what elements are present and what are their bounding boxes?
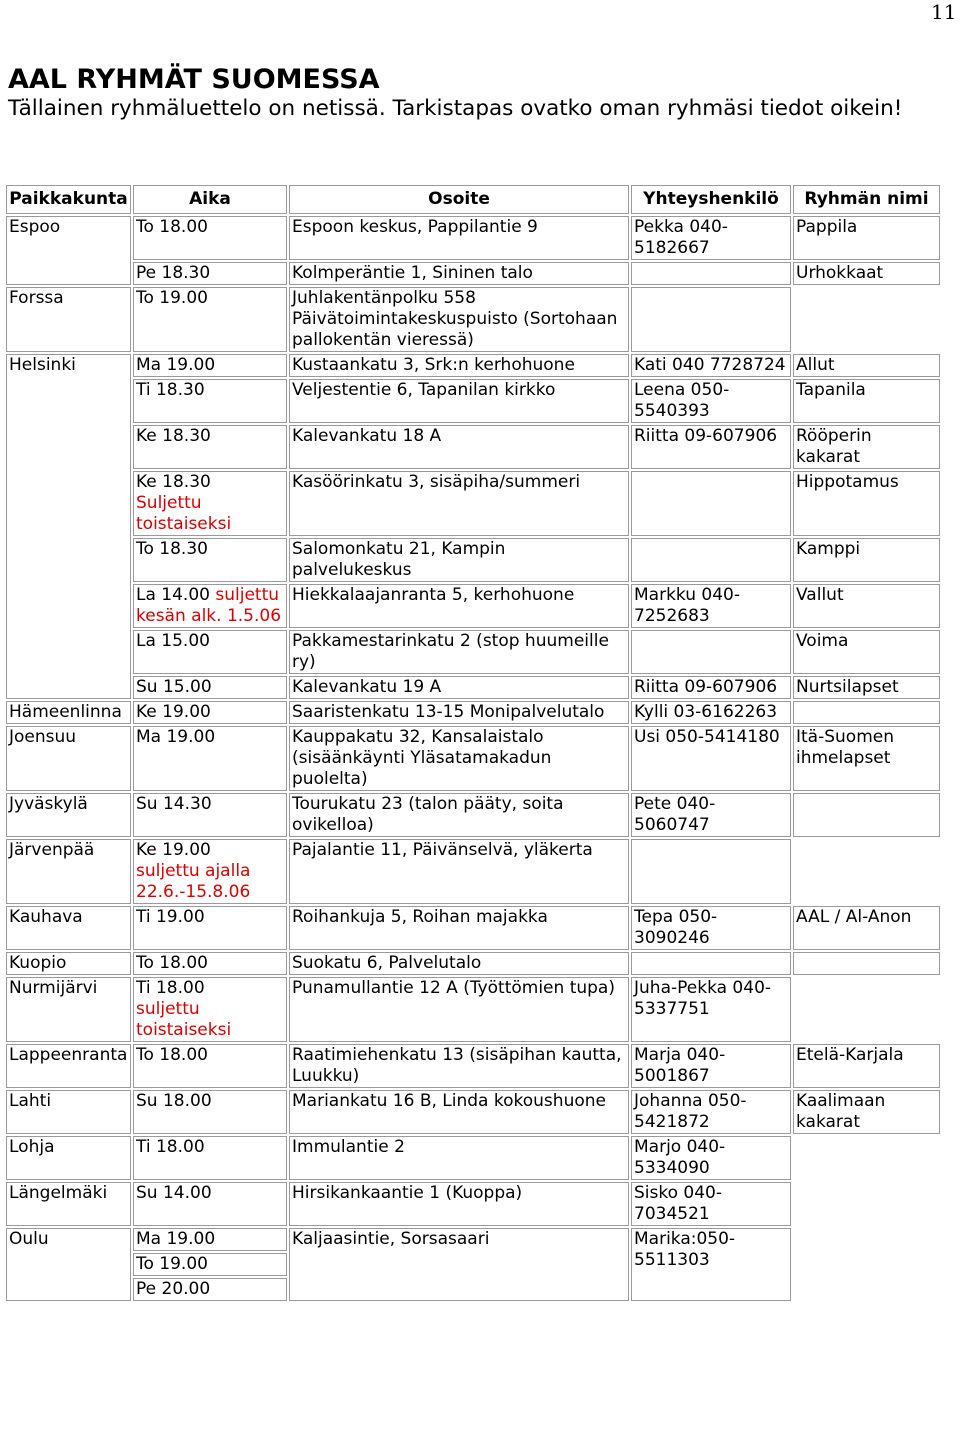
table-row (6, 1044, 940, 1088)
time-cell: Su 14.30 (133, 793, 287, 837)
table-row (6, 977, 940, 1042)
table-row (6, 379, 940, 423)
group-cell (793, 1182, 940, 1226)
time-cell: Ma 19.00 (133, 354, 287, 377)
time-cell: Ke 19.00 (133, 701, 287, 724)
header-contact: Yhteyshenkilö (631, 185, 791, 214)
address-cell: Kaljaasintie, Sorsasaari (289, 1228, 629, 1301)
city-cell: Lahti (6, 1090, 131, 1134)
group-cell (793, 701, 940, 724)
time-cell: Pe 18.30 (133, 262, 287, 285)
table-row (6, 425, 940, 469)
contact-cell (631, 952, 791, 975)
address-cell: Kustaankatu 3, Srk:n kerhohuone (289, 354, 629, 377)
city-cell: Kuopio (6, 952, 131, 975)
contact-cell: Riitta 09-607906 (631, 425, 791, 469)
address-cell: Kauppakatu 32, Kansalaistalo (sisäänkäynti Yläsatamakadun puolelta) (289, 726, 629, 791)
time-text: Ke 19.00 (136, 840, 211, 860)
time-text: Ti 18.00 (136, 978, 205, 998)
group-cell (793, 977, 940, 1042)
time-text: Ke 18.30 (136, 472, 211, 492)
time-cell: Ke 18.30 (133, 425, 287, 469)
table-row (6, 262, 940, 285)
time-cell (133, 839, 287, 904)
city-cell: Lohja (6, 1136, 131, 1180)
contact-cell: Marika:050-5511303 (631, 1228, 791, 1301)
contact-cell (631, 630, 791, 674)
closed-note: Suljettu toistaiseksi (136, 493, 232, 534)
address-cell: Roihankuja 5, Roihan majakka (289, 906, 629, 950)
header-city: Paikkakunta (6, 185, 131, 214)
closed-note: suljettu kesän alk. 1.5.06 (136, 585, 282, 626)
group-cell: Urhokkaat (793, 262, 940, 285)
contact-cell: Marja 040-5001867 (631, 1044, 791, 1088)
contact-cell: Johanna 050-5421872 (631, 1090, 791, 1134)
group-cell (793, 793, 940, 837)
address-cell: Pajalantie 11, Päivänselvä, yläkerta (289, 839, 629, 904)
group-cell: AAL / Al-Anon (793, 906, 940, 950)
address-cell: Saaristenkatu 13-15 Monipalvelutalo (289, 701, 629, 724)
address-cell: Suokatu 6, Palvelutalo (289, 952, 629, 975)
contact-cell: Usi 050-5414180 (631, 726, 791, 791)
address-cell: Tourukatu 23 (talon pääty, soita ovikelloa) (289, 793, 629, 837)
groups-table (4, 183, 942, 1303)
group-cell: Rööperin kakarat (793, 425, 940, 469)
address-cell: Kasöörinkatu 3, sisäpiha/summeri (289, 471, 629, 536)
city-cell: Forssa (6, 287, 131, 352)
closed-note: suljettu toistaiseksi (136, 999, 232, 1040)
group-cell: Nurtsilapset (793, 676, 940, 699)
city-cell: Hämeenlinna (6, 701, 131, 724)
contact-cell: Tepa 050-3090246 (631, 906, 791, 950)
contact-cell: Kylli 03-6162263 (631, 701, 791, 724)
address-cell: Hirsikankaantie 1 (Kuoppa) (289, 1182, 629, 1226)
group-cell: Pappila (793, 216, 940, 260)
contact-cell (631, 262, 791, 285)
time-cell (133, 471, 287, 536)
time-cell: To 18.00 (133, 216, 287, 260)
city-cell: Nurmijärvi (6, 977, 131, 1042)
group-cell: Etelä-Karjala (793, 1044, 940, 1088)
group-cell: Kamppi (793, 538, 940, 582)
address-cell: Juhlakentänpolku 558 Päivätoimintakeskuspuisto (Sortohaan pallokentän vieressä) (289, 287, 629, 352)
time-cell: Su 18.00 (133, 1090, 287, 1134)
address-cell: Salomonkatu 21, Kampin palvelukeskus (289, 538, 629, 582)
address-cell: Immulantie 2 (289, 1136, 629, 1180)
page-title: AAL RYHMÄT SUOMESSA (8, 64, 380, 95)
contact-cell: Marjo 040-5334090 (631, 1136, 791, 1180)
table-row (6, 701, 940, 724)
header-time: Aika (133, 185, 287, 214)
address-cell: Kolmperäntie 1, Sininen talo (289, 262, 629, 285)
address-cell: Kalevankatu 19 A (289, 676, 629, 699)
page-number: 11 (931, 0, 957, 24)
address-cell: Punamullantie 12 A (Työttömien tupa) (289, 977, 629, 1042)
contact-cell (631, 287, 791, 352)
time-cell (133, 584, 287, 628)
table-row (6, 1228, 940, 1251)
contact-cell: Leena 050-5540393 (631, 379, 791, 423)
time-cell: Pe 20.00 (133, 1278, 287, 1301)
contact-cell: Pete 040-5060747 (631, 793, 791, 837)
group-cell: Voima (793, 630, 940, 674)
header-group: Ryhmän nimi (793, 185, 940, 214)
group-cell (793, 1136, 940, 1180)
time-cell: Su 14.00 (133, 1182, 287, 1226)
time-cell: Ti 19.00 (133, 906, 287, 950)
table-row (6, 287, 940, 352)
address-cell: Kalevankatu 18 A (289, 425, 629, 469)
city-cell: Längelmäki (6, 1182, 131, 1226)
city-cell: Helsinki (6, 354, 131, 699)
group-cell (793, 952, 940, 975)
table-row (6, 676, 940, 699)
group-cell (793, 1228, 940, 1301)
contact-cell: Pekka 040-5182667 (631, 216, 791, 260)
table-row (6, 354, 940, 377)
time-cell: To 19.00 (133, 287, 287, 352)
city-cell: Espoo (6, 216, 131, 285)
table-row (6, 839, 940, 904)
header-address: Osoite (289, 185, 629, 214)
table-row (6, 793, 940, 837)
time-cell: Su 15.00 (133, 676, 287, 699)
table-row (6, 952, 940, 975)
address-cell: Espoon keskus, Pappilantie 9 (289, 216, 629, 260)
table-row (6, 216, 940, 260)
table-header-row (6, 185, 940, 214)
group-cell: Allut (793, 354, 940, 377)
group-cell: Kaalimaan kakarat (793, 1090, 940, 1134)
address-cell: Mariankatu 16 B, Linda kokoushuone (289, 1090, 629, 1134)
address-cell: Raatimiehenkatu 13 (sisäpihan kautta, Luukku) (289, 1044, 629, 1088)
contact-cell (631, 471, 791, 536)
intro-text: Tällainen ryhmäluettelo on netissä. Tarkistapas ovatko oman ryhmäsi tiedot oikein! (8, 96, 903, 121)
contact-cell (631, 839, 791, 904)
address-cell: Veljestentie 6, Tapanilan kirkko (289, 379, 629, 423)
address-cell: Pakkamestarinkatu 2 (stop huumeille ry) (289, 630, 629, 674)
time-text: La 14.00 (136, 585, 210, 605)
time-cell: To 18.00 (133, 1044, 287, 1088)
contact-cell: Juha-Pekka 040-5337751 (631, 977, 791, 1042)
time-cell: Ma 19.00 (133, 1228, 287, 1251)
time-cell: Ti 18.00 (133, 1136, 287, 1180)
table-row (6, 726, 940, 791)
group-cell (793, 839, 940, 904)
city-cell: Kauhava (6, 906, 131, 950)
city-cell: Järvenpää (6, 839, 131, 904)
address-cell: Hiekkalaajanranta 5, kerhohuone (289, 584, 629, 628)
table-row (6, 630, 940, 674)
contact-cell (631, 538, 791, 582)
group-cell (793, 287, 940, 352)
document-header (8, 64, 938, 121)
city-cell: Joensuu (6, 726, 131, 791)
table-row (6, 1090, 940, 1134)
time-cell: La 15.00 (133, 630, 287, 674)
contact-cell: Sisko 040-7034521 (631, 1182, 791, 1226)
contact-cell: Riitta 09-607906 (631, 676, 791, 699)
table-row (6, 584, 940, 628)
time-cell (133, 977, 287, 1042)
time-cell: To 18.30 (133, 538, 287, 582)
city-cell: Oulu (6, 1228, 131, 1301)
group-cell: Vallut (793, 584, 940, 628)
group-cell: Hippotamus (793, 471, 940, 536)
time-cell: Ti 18.30 (133, 379, 287, 423)
table-row (6, 1136, 940, 1180)
city-cell: Lappeenranta (6, 1044, 131, 1088)
contact-cell: Kati 040 7728724 (631, 354, 791, 377)
closed-note: suljettu ajalla 22.6.-15.8.06 (136, 861, 251, 902)
table-row (6, 906, 940, 950)
city-cell: Jyväskylä (6, 793, 131, 837)
table-row (6, 471, 940, 536)
group-cell: Tapanila (793, 379, 940, 423)
time-cell: To 19.00 (133, 1253, 287, 1276)
group-cell: Itä-Suomen ihmelapset (793, 726, 940, 791)
time-cell: Ma 19.00 (133, 726, 287, 791)
time-cell: To 18.00 (133, 952, 287, 975)
contact-cell: Markku 040-7252683 (631, 584, 791, 628)
table-row (6, 1182, 940, 1226)
table-row (6, 538, 940, 582)
